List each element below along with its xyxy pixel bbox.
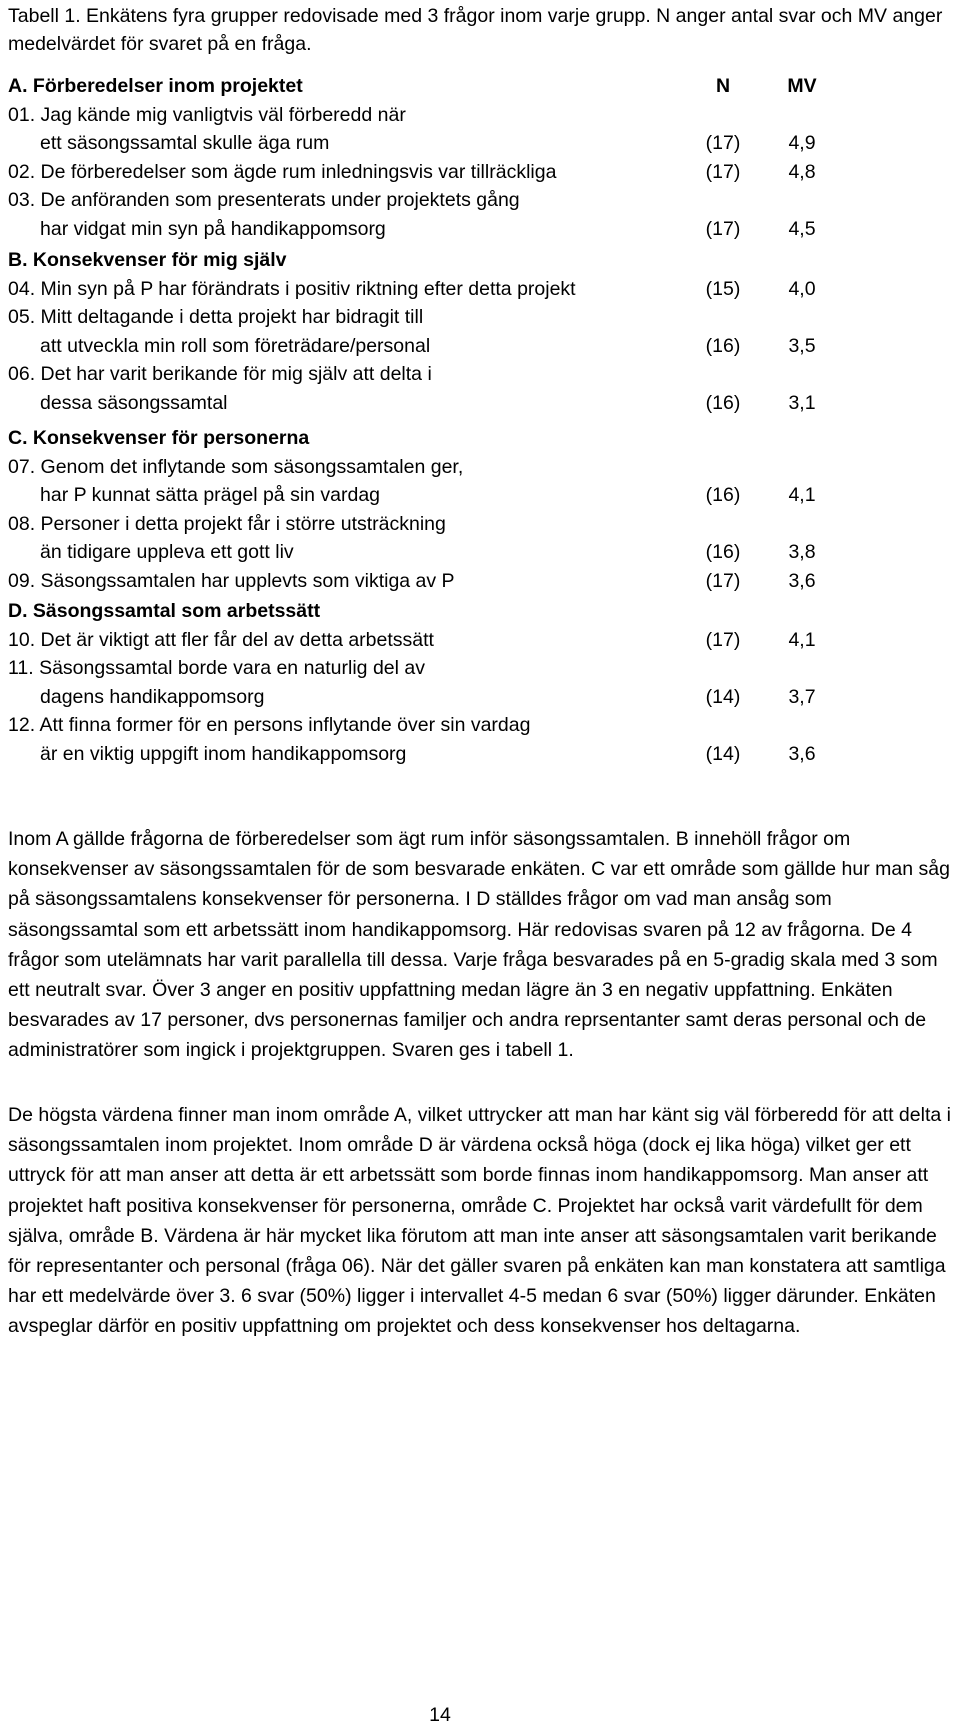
section-title: A. Förberedelser inom projektet [8, 75, 303, 97]
question-text: 07. Genom det inflytande som säsongssamtalen ger, [8, 455, 464, 478]
question-row [8, 129, 908, 158]
question-text: 11. Säsongssamtal borde vara en naturlig del av [8, 657, 425, 679]
question-text: ett säsongssamtal skulle äga rum [40, 132, 330, 154]
section-title: C. Konsekvenser för personerna [8, 427, 310, 449]
question-row [8, 683, 908, 712]
mean-value: 3,6 [788, 742, 816, 765]
question-row [8, 510, 908, 539]
question-row [8, 158, 908, 187]
section-header-row [8, 72, 908, 101]
question-row [8, 303, 908, 332]
section-header-row [8, 597, 908, 626]
question-row [8, 360, 908, 389]
answer-count: (17) [705, 132, 741, 154]
question-text: 01. Jag kände mig vanligtvis väl förberedd när [8, 103, 406, 126]
section-header-row [8, 246, 908, 275]
question-row [8, 711, 908, 740]
question-row [8, 481, 908, 510]
mean-value: 4,0 [788, 277, 816, 300]
section-title: B. Konsekvenser för mig själv [8, 249, 287, 271]
question-row [8, 654, 908, 683]
column-header-mv: MV [787, 75, 817, 97]
section-b [8, 246, 908, 417]
question-text: dagens handikappomsorg [40, 685, 265, 708]
question-row [8, 275, 908, 304]
question-row [8, 538, 908, 567]
section-d [8, 597, 908, 768]
mean-value: 4,1 [788, 484, 816, 506]
question-text: har vidgat min syn på handikappomsorg [40, 217, 386, 240]
column-header-n: N [715, 75, 731, 97]
question-row [8, 215, 908, 244]
question-text: 10. Det är viktigt att fler får del av detta arbetssätt [8, 628, 434, 651]
answer-count: (16) [705, 334, 741, 357]
mean-value: 4,1 [788, 628, 816, 651]
question-row [8, 332, 908, 361]
question-row [8, 101, 908, 130]
question-text: 06. Det har varit berikande för mig själv att delta i [8, 363, 432, 385]
question-text: 02. De förberedelser som ägde rum inledningsvis var tillräckliga [8, 160, 557, 183]
answer-count: (17) [705, 217, 741, 240]
answer-count: (16) [705, 391, 741, 414]
answer-count: (16) [705, 541, 741, 563]
mean-value: 4,9 [788, 132, 816, 154]
section-title: D. Säsongssamtal som arbetssätt [8, 600, 321, 622]
question-row [8, 453, 908, 482]
answer-count: (17) [705, 160, 741, 183]
question-row [8, 626, 908, 655]
question-row [8, 567, 908, 596]
question-text: 09. Säsongssamtalen har upplevts som viktiga av P [8, 569, 455, 592]
answer-count: (17) [705, 569, 741, 592]
mean-value: 3,5 [788, 334, 816, 357]
question-text: 03. De anföranden som presenterats under projektets gång [8, 189, 520, 211]
question-text: 12. Att finna former för en persons inflytande över sin vardag [8, 714, 531, 736]
answer-count: (14) [705, 685, 741, 708]
question-text: 04. Min syn på P har förändrats i positiv riktning efter detta projekt [8, 277, 576, 300]
question-text: är en viktig uppgift inom handikappomsorg [40, 742, 407, 765]
section-c [8, 424, 908, 595]
mean-value: 4,8 [788, 160, 816, 183]
answer-count: (16) [705, 484, 741, 506]
section-header-row [8, 424, 908, 453]
mean-value: 3,7 [788, 685, 816, 708]
mean-value: 3,1 [788, 391, 816, 414]
question-text: dessa säsongssamtal [40, 391, 228, 414]
question-text: att utveckla min roll som företrädare/personal [40, 334, 431, 357]
page-number: 14 [429, 1704, 451, 1726]
question-row [8, 740, 908, 769]
mean-value: 4,5 [788, 217, 816, 240]
question-row [8, 389, 908, 418]
answer-count: (17) [705, 628, 741, 651]
question-row [8, 186, 908, 215]
section-a [8, 72, 908, 243]
question-text: än tidigare uppleva ett gott liv [40, 541, 294, 563]
body-paragraph: De högsta värdena finner man inom område A, vilket uttrycker att man har känt sig väl förberedd för att delta i säsongssamtalen inom projektet. Inom område D är värdena också höga (dock ej lika höga) vilket ger ett uttryck för att man anser att detta är ett arbetssätt som borde finnas inom handikappomsorg. Man anser att projektet haft positiva konsekvenser för personerna, område C. Projektet har också varit värdefullt för dem själva, område B. Värdena är här mycket lika förutom att man inte anser att säsongsamtalen varit berikande för representanter och personal (fråga 06). När det gäller svaren på enkäten kan man konstatera att samtliga har ett medelvärde över 3. 6 svar (50%) ligger i intervallet 4-5 medan 6 svar (50%) ligger därunder. Enkäten avspeglar därför en positiv uppfattning om projektet och dess konsekvenser hos deltagarna. [8, 1104, 951, 1338]
answer-count: (14) [705, 742, 741, 765]
answer-count: (15) [705, 277, 741, 300]
question-text: 08. Personer i detta projekt får i större utsträckning [8, 512, 446, 535]
question-text: har P kunnat sätta prägel på sin vardag [40, 484, 381, 506]
table-caption: Tabell 1. Enkätens fyra grupper redovisade med 3 frågor inom varje grupp. N anger antal svar och MV anger medelvärdet för svaret på en fråga. [8, 5, 943, 55]
mean-value: 3,8 [788, 541, 816, 563]
body-paragraph: Inom A gällde frågorna de förberedelser som ägt rum inför säsongssamtalen. B innehöll frågor om konsekvenser av säsongssamtalen för de som besvarade enkäten. C var ett område som gällde hur man såg på säsongssamtalens konsekvenser för personerna. I D ställdes frågor om vad man ansåg som säsongssamtal som ett arbetssätt inom handikappomsorg. Här redovisas svaren på 12 av frågorna. De 4 frågor som utelämnats har varit parallella till dessa. Varje fråga besvarades på en 5-gradig skala med 3 som ett neutralt svar. Över 3 anger en positiv uppfattning medan lägre än 3 en negativ uppfattning. Enkäten besvarades av 17 personer, dvs personernas familjer och andra reprsentanter samt deras personal och de administratörer som ingick i projektgruppen. Svaren ges i tabell 1. [8, 828, 950, 1062]
question-text: 05. Mitt deltagande i detta projekt har bidragit till [8, 306, 424, 328]
mean-value: 3,6 [788, 569, 816, 592]
